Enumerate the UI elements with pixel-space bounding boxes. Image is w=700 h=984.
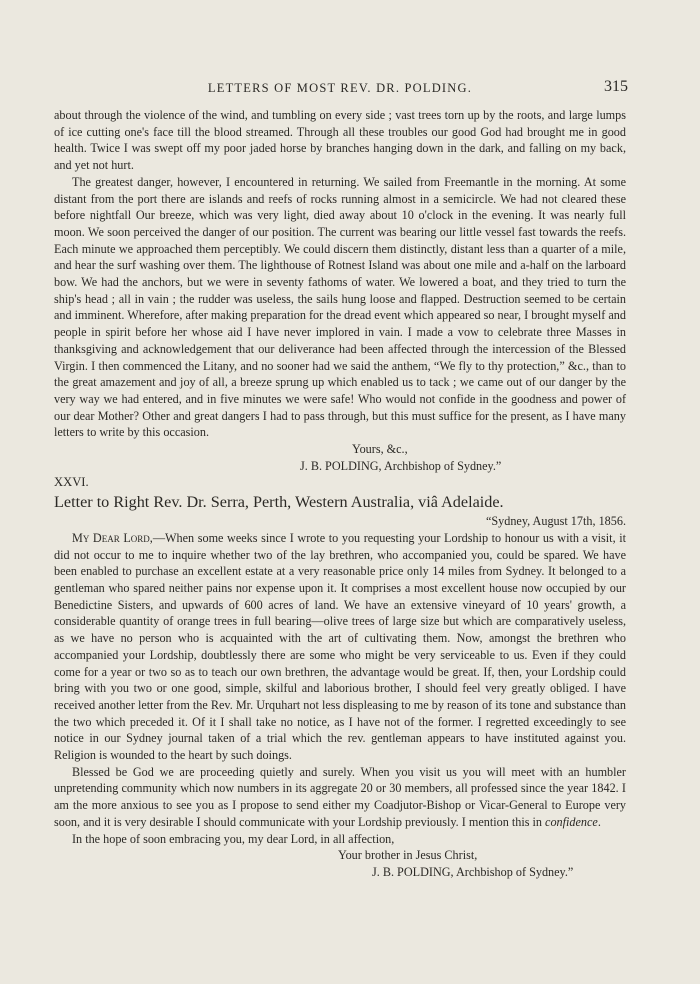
letter-signature: J. B. POLDING, Archbishop of Sydney.”	[372, 864, 574, 879]
running-head: LETTERS OF MOST REV. DR. POLDING.	[207, 81, 473, 95]
letter-number: XXVI.	[54, 475, 89, 490]
letter-paragraph-2	[54, 764, 626, 831]
letter-paragraph-2-text: Blessed be God we are proceeding quietly and surely. When you visit us you will meet with an humbler unpretending community which now numbers in its aggregate 20 or 30 members, all professed since the year 1842. I am the more anxious to see you as I propose to send either my Coadjutor-Bishop or Vicar-General to Europe very soon, and it is very desirable I should communicate with your Lordship previously. I mention this in	[54, 764, 626, 829]
italic-confidence: confidence	[545, 814, 598, 829]
page-body	[54, 107, 626, 881]
previous-letter-yours: Yours, &c.,	[352, 442, 408, 457]
previous-letter-paragraph-1: about through the violence of the wind, and tumbling on every side ; vast trees torn up by the roots, and large lumps of ice cutting one's face till the blood streamed. Through all these troubles our good God had brought me in good health. Twice I was swept off my poor jaded horse by branches hanging down in the dark, and falling on my back, and yet not hurt.	[54, 108, 626, 173]
page-number: 315	[604, 78, 628, 95]
letter-paragraph-1	[54, 530, 626, 764]
letter-paragraph-1-text: —When some weeks since I wrote to you requesting your Lordship to honour us with a visit, it did not occur to me to inquire whether two of the lay brethren, who accompanied you, could be spared. We have been enabled to purchase an excellent estate at a very reasonable price only 14 miles from Sydney. It belonged to a gentleman who spared neither pains nor expense upon it. It comprises a most excellent house now occupied by our Benedictine Sisters, and upwards of 600 acres of land. We have an extensive vineyard of 10 years' growth, a considerable quantity of orange trees in full bearing—olive trees of large size but which are comparatively useless, as we have no person who is acquainted with the art of cultivating them. Now, amongst the brethren who accompanied your Lordship, doubtlessly there are some who might be very serviceable to us. Even if they could come for a year or two so as to teach our own brethren, the advantage would be great. If, then, your Lordship could bring with you two or one good, simple, skilful and laborious brother, I should feel very greatly obliged. I have received another letter from the Rev. Mr. Urquhart not less displeasing to me by reason of its tone and substance than the two which preceded it. Of it I shall take no notice, as I have not of the former. I regretted exceedingly to see notice in our Sydney journal taken of a trial which the rev. gentleman appears to have instituted against you. Religion is wounded to the heart by such doings.	[54, 530, 626, 763]
letter-paragraph-3: In the hope of soon embracing you, my dear Lord, in all affection,	[72, 831, 395, 846]
letter-title: Letter to Right Rev. Dr. Serra, Perth, Western Australia, viâ Adelaide.	[54, 493, 504, 512]
previous-letter-paragraph-2: The greatest danger, however, I encountered in returning. We sailed from Freemantle in the morning. At some distant from the port there are islands and reefs of rocks running almost in a semicircle. We had not cleared these before nightfall Our breeze, which was very light, died away about 10 o'clock in the evening. It was nearly full moon. We soon perceived the danger of our position. The current was bearing our little vessel fast towards the reefs. Each minute we approached them perceptibly. We could discern them distinctly, distant less than a quarter of a mile, and hear the surf washing over them. The lighthouse of Rotnest Island was about one mile and a-half on the larboard bow. We had the anchors, but we were in seventy fathoms of water. We lowered a boat, and they tried to turn the ship's head ; all in vain ; the rudder was useless, the sails hung loose and flapped. Destruction seemed to be certain and imminent. Wherefore, after making preparation for the dread event which appeared so near, I brought myself and people in spirit before her whose aid I have never implored in vain. I made a vow to celebrate three Masses in thanksgiving and acknowledgement that our deliverance had been affected through the intercession of the Blessed Virgin. I then commenced the Litany, and no sooner had we said the anthem, “We fly to thy protection,” &c., than to the great amazement and joy of all, a breeze sprung up which enabled us to tack ; we came out of our danger by the very way we had entered, and in five minutes we were safe! Who would not confide in the goodness and power of our dear Mother? Other and great dangers I had to pass through, but this must suffice for the present, as I have many letters to write by this occasion.	[54, 174, 626, 440]
letter-paragraph-2-end: .	[597, 814, 601, 829]
letter-closing: Your brother in Jesus Christ,	[338, 848, 478, 863]
previous-letter-signature: J. B. POLDING, Archbishop of Sydney.”	[300, 458, 502, 473]
salutation: My Dear Lord,	[72, 530, 153, 545]
page-header	[54, 78, 626, 100]
letter-dateline: “Sydney, August 17th, 1856.	[485, 514, 626, 529]
